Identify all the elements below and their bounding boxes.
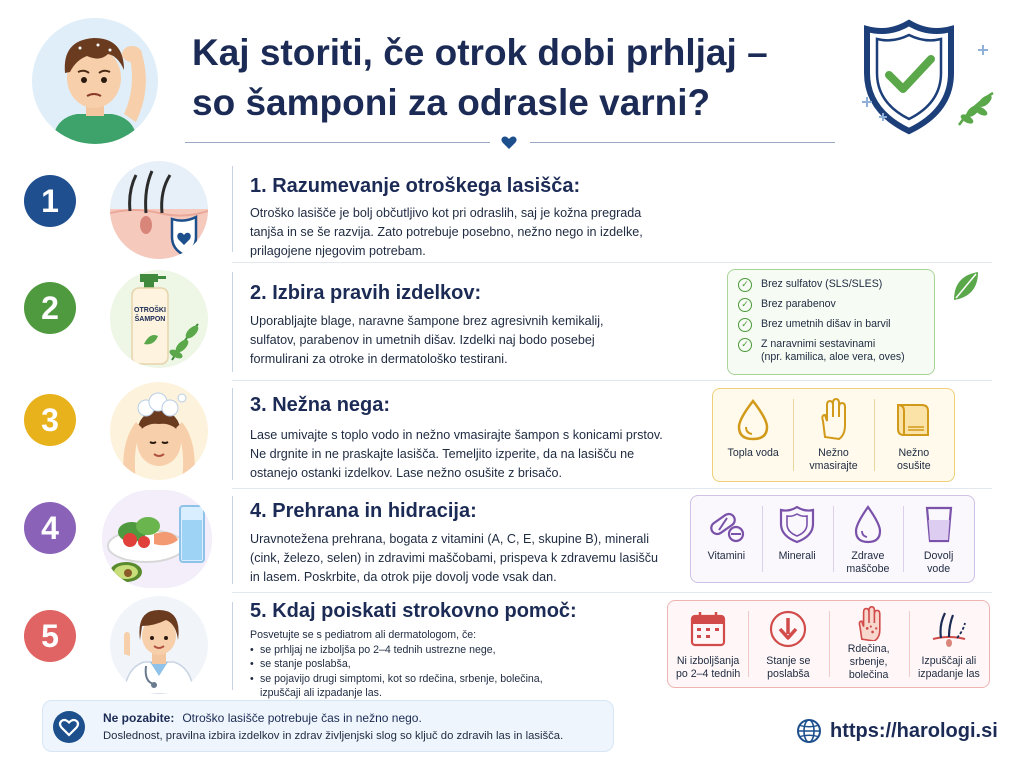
care-step-label — [728, 447, 779, 460]
help-sign-label — [676, 655, 740, 681]
pills-icon — [706, 504, 746, 544]
nutrition-item — [691, 496, 762, 582]
healthy-food-illustration — [102, 490, 212, 588]
website-link[interactable] — [796, 716, 998, 746]
checklist-item — [738, 318, 924, 332]
section-4-text-line: in lasem. Poskrbite, da otrok pije dovolj vode vsak dan. — [250, 570, 557, 584]
help-sign — [668, 601, 748, 687]
section-2-text-line: Uporabljajte blage, naravne šampone brez agresivnih kemikalij, — [250, 314, 604, 328]
section-1-text-line: tanjša in se še razvija. Zato potrebuje posebno, nežno nego in izdelke, — [250, 225, 643, 239]
section-1-text-line: prilagojene njegovim potrebam. — [250, 244, 426, 258]
help-sign-label — [766, 655, 810, 681]
help-sign-label-line: poslabša — [767, 668, 810, 680]
section-4-text-line: Uravnotežena prehrana, bogata z vitamini (A, C, E, skupine B), minerali — [250, 532, 649, 546]
section-3-text-line: ostanejo ostanki izdelkov. Lase nežno osušite z brisačo. — [250, 466, 562, 480]
page-title-line1: Kaj storiti, če otrok dobi prhljaj – — [192, 32, 768, 73]
care-step — [713, 389, 793, 481]
help-sign-label-line: srbenje, — [849, 656, 888, 668]
help-signs-panel — [667, 600, 990, 688]
child-scratching-head-illustration — [32, 18, 158, 144]
nutrition-label — [779, 550, 816, 563]
section-2-text-line: sulfatov, parabenov in umetnih dišav. Izdelki naj bodo posebej — [250, 333, 595, 347]
reminder-line1 — [103, 711, 422, 725]
irritated-hand-icon — [851, 605, 887, 641]
section-3-text-line: Ne drgnite in ne praskajte lasišča. Temeljito izperite, da na lasišču ne — [250, 447, 635, 461]
nutrition-label — [924, 550, 953, 576]
nutrition-label — [708, 550, 746, 563]
checklist-label: Z naravnimi sestavinami — [761, 338, 876, 350]
nutrition-label-line: Dovolj — [923, 550, 954, 562]
shield-check-icon — [855, 15, 1005, 145]
bottle-label-line2: ŠAMPON — [134, 316, 166, 323]
nutrition-label-line: Vitamini — [707, 550, 746, 562]
care-step-label-line: Nežno — [898, 447, 930, 459]
water-drop-icon — [733, 397, 773, 441]
section-number-4: 4 — [24, 502, 76, 554]
care-step-label-line: vmasirajte — [809, 460, 858, 472]
child-washing-hair-illustration — [110, 382, 208, 480]
checklist-label: Brez umetnih dišav in barvil — [761, 318, 891, 330]
heart-icon — [53, 711, 85, 743]
care-step-label-line: osušite — [897, 460, 931, 472]
checklist-item — [738, 278, 924, 292]
help-sign-label-line: izpadanje las — [917, 668, 980, 680]
section-3-text — [250, 426, 700, 483]
section-5-bullet-continuation: izpuščaji ali izpadanje las. — [260, 687, 382, 699]
help-sign-label-line: bolečina — [848, 669, 889, 681]
glass-icon — [919, 504, 959, 544]
section-4-text-line: (cink, železo, selen) in zdravimi maščobami, prispeva k zdravemu lasišču — [250, 551, 659, 565]
website-url[interactable]: https://harologi.si — [830, 719, 998, 742]
checklist-sublabel: (npr. kamilica, aloe vera, oves) — [761, 351, 905, 363]
shield-icon — [777, 504, 817, 544]
hair-loss-icon — [929, 609, 969, 649]
doctor-illustration — [110, 596, 208, 694]
care-step-label-line: Nežno — [818, 447, 849, 459]
check-circle-icon: ✓ — [738, 278, 752, 292]
check-circle-icon: ✓ — [738, 318, 752, 332]
help-sign-label-line: Ni izboljšanja — [676, 655, 740, 667]
checklist-item — [738, 338, 924, 364]
page-title — [192, 28, 832, 128]
towel-icon — [892, 397, 936, 441]
nutrition-label-line: maščobe — [846, 563, 890, 575]
section-5-bullet: • se prhljaj ne izboljša po 2–4 tednih ustrezne nege, — [250, 643, 610, 658]
checklist-item — [738, 298, 924, 312]
section-4-title: 4. Prehrana in hidracija: — [250, 500, 477, 522]
care-step-label-line: Topla voda — [727, 447, 779, 459]
bottle-label-line1: OTROŠKI — [134, 307, 166, 314]
section-5-intro: Posvetujte se s pediatrom ali dermatologom, če: — [250, 629, 477, 641]
section-1 — [0, 158, 1024, 262]
care-step — [793, 389, 873, 481]
section-3-title: 3. Nežna nega: — [250, 394, 391, 416]
section-2-title: 2. Izbira pravih izdelkov: — [250, 282, 482, 304]
section-5-bullet: • se stanje poslabša, — [250, 657, 610, 672]
care-step-label — [809, 447, 857, 473]
help-sign-label — [848, 643, 890, 682]
help-sign-label-line: Stanje se — [766, 655, 811, 667]
check-circle-icon: ✓ — [738, 338, 752, 352]
section-3-text-line: Lase umivajte s toplo vodo in nežno vmasirajte šampon s konicami prstov. — [250, 428, 663, 442]
section-number-2: 2 — [24, 282, 76, 334]
help-sign — [829, 601, 909, 687]
check-circle-icon: ✓ — [738, 298, 752, 312]
section-5-bullet: • se pojavijo drugi simptomi, kot so rdečina, srbenje, bolečina, — [250, 672, 610, 687]
checklist-label: Brez sulfatov (SLS/SLES) — [761, 278, 883, 290]
nutrition-item — [903, 496, 974, 582]
drop-icon — [848, 504, 888, 544]
nutrition-label — [846, 550, 889, 576]
section-5-title: 5. Kdaj poiskati strokovno pomoč: — [250, 600, 577, 622]
calendar-icon — [688, 609, 728, 649]
section-number-3: 3 — [24, 394, 76, 446]
section-4-text — [250, 530, 680, 587]
scalp-skin-illustration — [110, 161, 208, 259]
nutrition-label-line: Zdrave — [851, 550, 885, 562]
section-1-text-line: Otroško lasišče je bolj občutljivo kot pri odraslih, saj je kožna pregrada — [250, 206, 642, 220]
reminder-label: Ne pozabite: — [103, 711, 175, 725]
care-step-label — [897, 447, 931, 473]
reminder-box — [42, 700, 614, 752]
header — [0, 0, 1024, 160]
nutrition-label-line: vode — [927, 563, 951, 575]
help-sign-label-line: Izpuščaji ali — [921, 655, 977, 667]
help-sign — [909, 601, 989, 687]
heart-icon — [501, 136, 517, 150]
section-number-5: 5 — [24, 610, 76, 662]
arrow-down-icon — [768, 609, 808, 649]
section-1-title: 1. Razumevanje otroškega lasišča: — [250, 175, 581, 197]
checklist-label: Brez parabenov — [761, 298, 836, 310]
care-step — [874, 389, 954, 481]
reminder-line2: Doslednost, pravilna izbira izdelkov in zdrav življenjski slog so ključ do zdravih las in lasišča. — [103, 730, 564, 742]
nutrition-item — [762, 496, 833, 582]
help-sign-label-line: Rdečina, — [847, 643, 890, 655]
nutrition-item — [833, 496, 904, 582]
section-5-text — [250, 628, 610, 701]
section-number-1: 1 — [24, 175, 76, 227]
shampoo-bottle-illustration — [110, 270, 208, 368]
care-steps-panel — [712, 388, 955, 482]
reminder-text: Otroško lasišče potrebuje čas in nežno nego. — [182, 711, 422, 725]
section-2-text — [250, 312, 670, 369]
hand-icon — [813, 397, 853, 441]
help-sign-label-line: po 2–4 tednih — [676, 668, 741, 680]
title-divider — [185, 136, 835, 150]
globe-icon — [796, 718, 822, 744]
product-checklist — [727, 269, 935, 375]
page-title-line2: so šamponi za odrasle varni? — [192, 82, 711, 123]
help-sign — [748, 601, 828, 687]
section-2-text-line: formulirani za otroke in dermatološko testirani. — [250, 352, 508, 366]
nutrition-label-line: Minerali — [778, 550, 816, 562]
nutrition-panel — [690, 495, 975, 583]
section-1-text — [250, 204, 670, 261]
leaf-icon — [948, 266, 988, 306]
help-sign-label — [918, 655, 980, 681]
